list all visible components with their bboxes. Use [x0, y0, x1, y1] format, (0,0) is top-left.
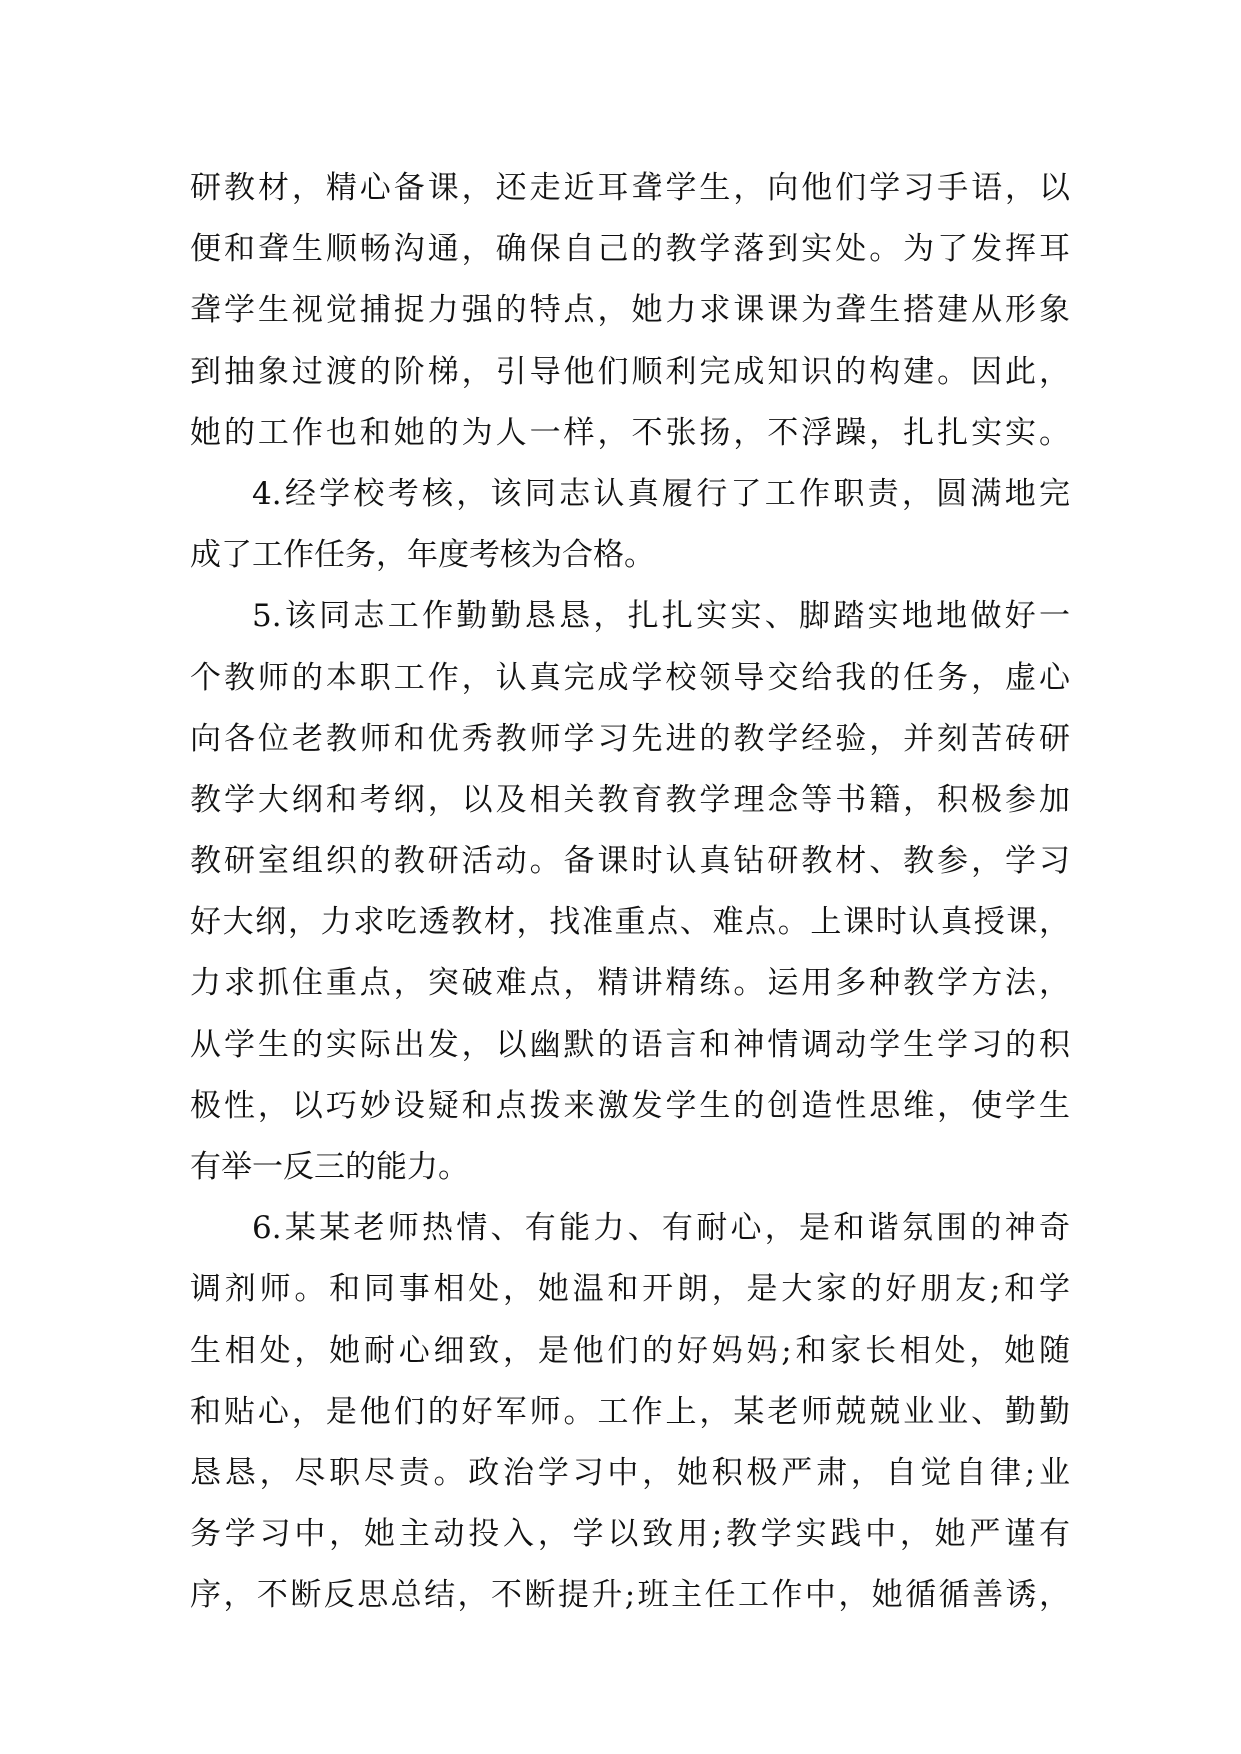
text-line: 教研室组织的教研活动。备课时认真钻研教材、教参，学习 — [190, 843, 1070, 880]
text-line: 研教材，精心备课，还走近耳聋学生，向他们学习手语，以 — [190, 170, 1070, 206]
text-line: 到抽象过渡的阶梯，引导他们顺利完成知识的构建。因此， — [190, 353, 1070, 390]
paragraph-4-start: 4.经学校考核，该同志认真履行了工作职责，圆满地完 — [252, 475, 1070, 512]
text-line: 序，不断反思总结，不断提升;班主任工作中，她循循善诱， — [190, 1577, 1070, 1614]
text-line: 教学大纲和考纲，以及相关教育教学理念等书籍，积极参加 — [190, 781, 1070, 818]
text-line: 恳恳，尽职尽责。政治学习中，她积极严肃，自觉自律;业 — [190, 1454, 1070, 1491]
text-line: 向各位老教师和优秀教师学习先进的教学经验，并刻苦砖研 — [190, 720, 1070, 757]
text-line: 她的工作也和她的为人一样，不张扬，不浮躁，扎扎实实。 — [190, 414, 1070, 451]
text-line: 生相处，她耐心细致，是他们的好妈妈;和家长相处，她随 — [190, 1332, 1070, 1369]
text-line: 便和聋生顺畅沟通，确保自己的教学落到实处。为了发挥耳 — [190, 231, 1070, 268]
text-line: 成了工作任务，年度考核为合格。 — [190, 537, 655, 574]
text-line: 从学生的实际出发，以幽默的语言和神情调动学生学习的积 — [190, 1026, 1070, 1063]
text-line: 力求抓住重点，突破难点，精讲精练。运用多种教学方法， — [190, 965, 1070, 1002]
body-text — [190, 158, 1070, 1627]
text-line: 聋学生视觉捕捉力强的特点，她力求课课为聋生搭建从形象 — [190, 292, 1070, 329]
text-line: 好大纲，力求吃透教材，找准重点、难点。上课时认真授课， — [190, 904, 1070, 941]
text-line: 务学习中，她主动投入，学以致用;教学实践中，她严谨有 — [190, 1516, 1070, 1553]
paragraph-5-start: 5.该同志工作勤勤恳恳，扎扎实实、脚踏实地地做好一 — [252, 598, 1070, 635]
text-line: 有举一反三的能力。 — [190, 1149, 469, 1185]
text-line: 个教师的本职工作，认真完成学校领导交给我的任务，虚心 — [190, 659, 1070, 696]
paragraph-6-start: 6.某某老师热情、有能力、有耐心，是和谐氛围的神奇 — [252, 1210, 1070, 1247]
text-line: 调剂师。和同事相处，她温和开朗，是大家的好朋友;和学 — [190, 1271, 1070, 1308]
text-line: 极性，以巧妙设疑和点拨来激发学生的创造性思维，使学生 — [190, 1087, 1070, 1124]
text-line: 和贴心，是他们的好军师。工作上，某老师兢兢业业、勤勤 — [190, 1393, 1070, 1430]
